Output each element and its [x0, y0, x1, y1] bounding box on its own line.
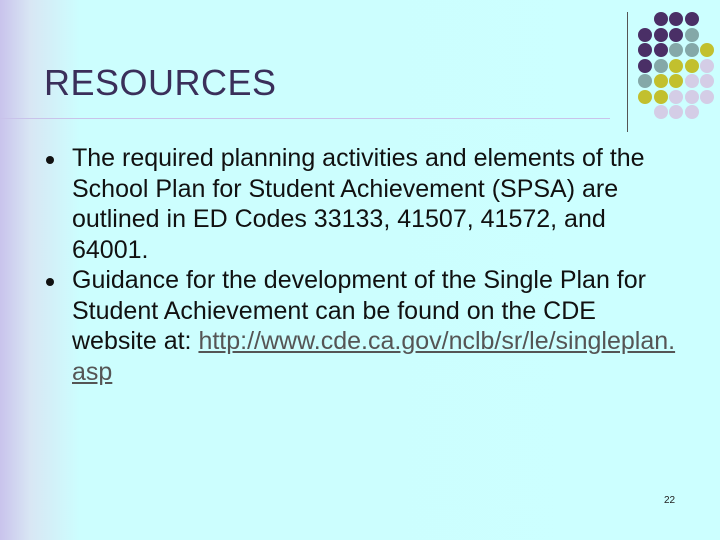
cde-singleplan-link[interactable]: http://www.cde.ca.gov/nclb/sr/le/singleplan.asp [72, 327, 676, 386]
decorative-dot [638, 74, 652, 88]
decorative-dot [669, 105, 683, 119]
slide-title: RESOURCES [44, 62, 277, 103]
decorative-dot [669, 74, 683, 88]
decorative-dot [654, 59, 668, 73]
bullet-text [72, 266, 675, 386]
bullet-text: The required planning activities and elements of the School Plan for Student Achievement (SPSA) are outlined in ED Codes 33133, 41507, 41572, and 64001. [72, 144, 645, 264]
decorative-dot [638, 28, 652, 42]
bullet-list [46, 143, 686, 387]
page-number: 22 [664, 495, 676, 506]
decorative-dot [700, 43, 714, 57]
decorative-dot [685, 28, 699, 42]
decorative-dot [654, 105, 668, 119]
decorative-dot [700, 59, 714, 73]
bullet-text-body: Guidance for the development of the Single Plan for Student Achievement can be found on the CDE website at: [72, 266, 646, 355]
decorative-dot [654, 74, 668, 88]
decorative-dot [638, 59, 652, 73]
decorative-dot [654, 12, 668, 26]
decorative-dot [685, 90, 699, 104]
decorative-dot [700, 74, 714, 88]
decorative-dot [669, 12, 683, 26]
bullet-item [46, 265, 686, 387]
decorative-dot [685, 12, 699, 26]
decorative-dot [654, 28, 668, 42]
decorative-dot [638, 43, 652, 57]
decorative-dot [685, 59, 699, 73]
bullet-icon [46, 278, 54, 286]
bullet-item [46, 143, 686, 265]
bullet-icon [46, 156, 54, 164]
decorative-dot-grid [638, 12, 718, 122]
decorative-dot [685, 105, 699, 119]
vertical-divider [627, 12, 628, 132]
title-divider [0, 118, 610, 119]
decorative-dot [685, 43, 699, 57]
decorative-dot [685, 74, 699, 88]
decorative-dot [669, 43, 683, 57]
decorative-dot [654, 90, 668, 104]
decorative-dot [669, 28, 683, 42]
decorative-dot [638, 90, 652, 104]
decorative-dot [669, 90, 683, 104]
decorative-dot [700, 90, 714, 104]
decorative-dot [654, 43, 668, 57]
decorative-dot [669, 59, 683, 73]
